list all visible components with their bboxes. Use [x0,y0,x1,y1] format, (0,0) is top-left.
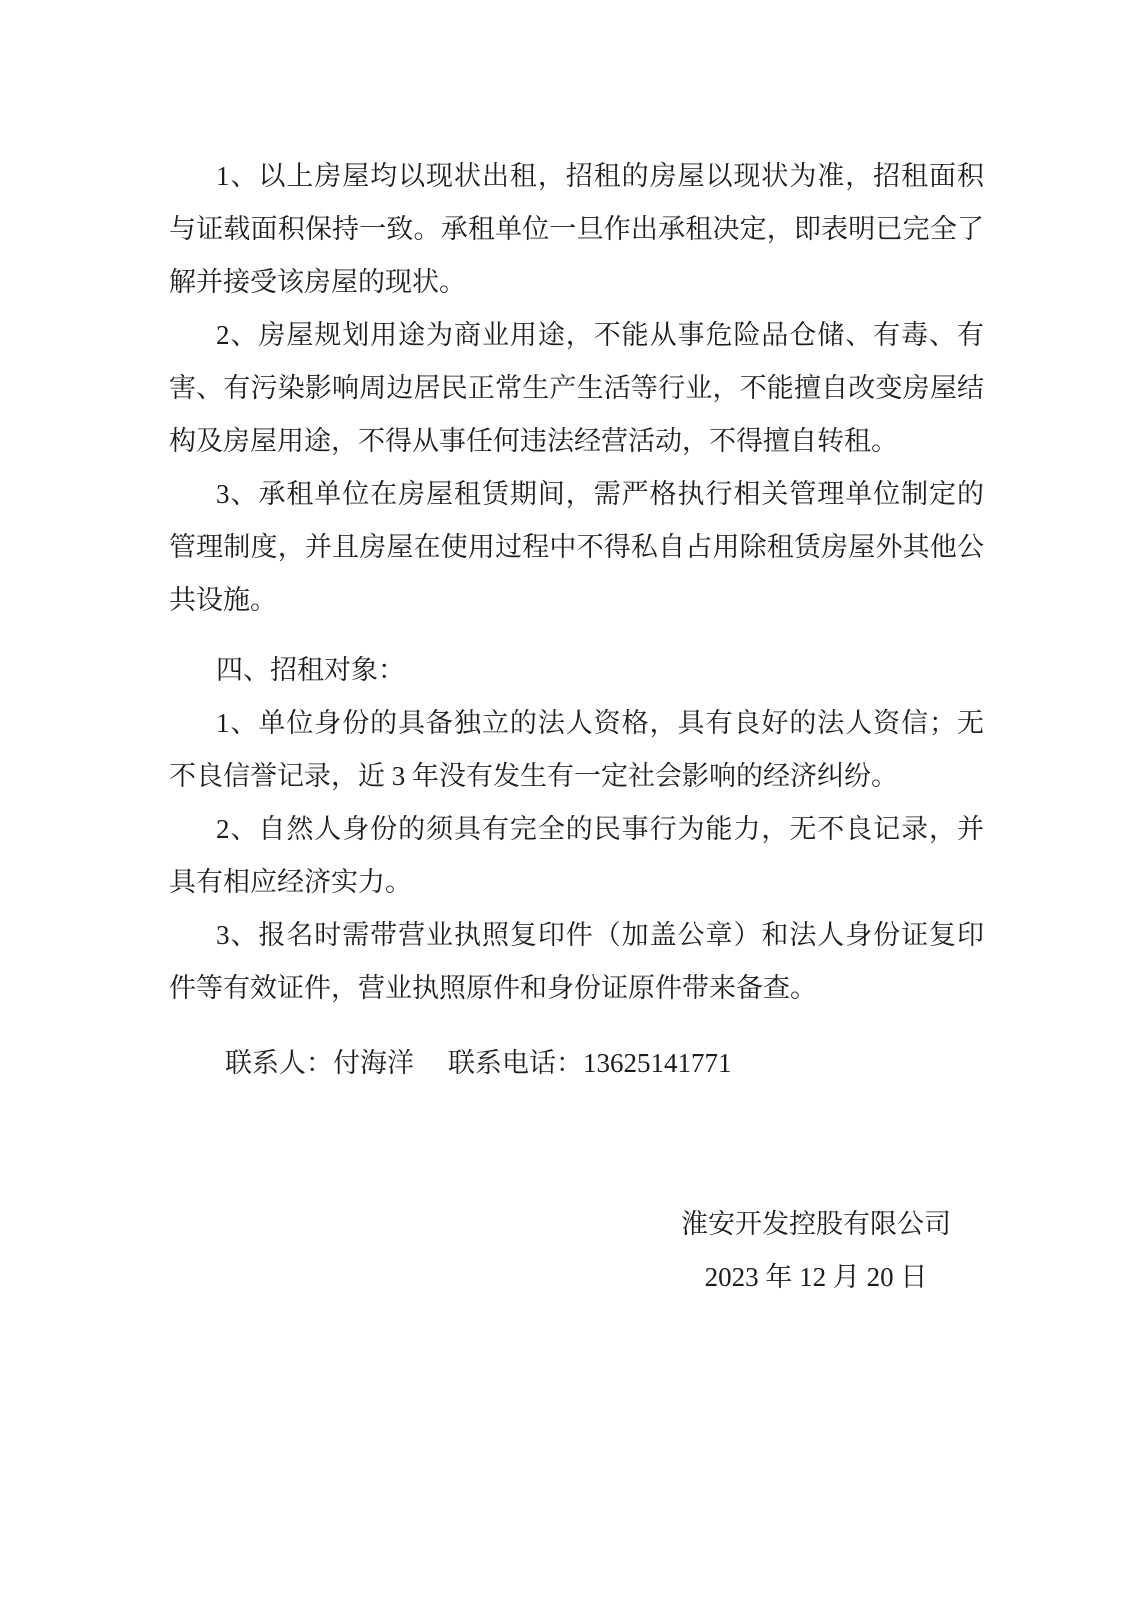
text-line: 害、有污染影响周边居民正常生产生活等行业，不能擅自改变房屋结 [169,373,984,403]
text-line: 构及房屋用途，不得从事任何违法经营活动，不得擅自转租。 [169,426,898,456]
signature-block [169,1198,984,1304]
document-body [169,150,984,1304]
paragraph-clause-3 [169,468,984,627]
paragraph-clause-1 [169,150,984,309]
contact-person-label: 联系人： [225,1048,333,1078]
section-heading: 四、招租对象： [216,655,405,685]
text-line: 管理制度，并且房屋在使用过程中不得私自占用除租赁房屋外其他公 [169,532,984,562]
text-line: 2、房屋规划用途为商业用途，不能从事危险品仓储、有毒、有 [216,320,984,350]
text-line: 件等有效证件，营业执照原件和身份证原件带来备查。 [169,973,817,1003]
paragraph-criteria-1 [169,697,984,803]
contact-phone-number: 13625141771 [583,1048,732,1078]
contact-line [169,1037,984,1090]
signature-company: 淮安开发控股有限公司 [681,1209,951,1239]
text-line: 1、单位身份的具备独立的法人资格，具有良好的法人资信；无 [216,708,984,738]
paragraph-clause-2 [169,309,984,468]
text-line: 不良信誉记录，近 3 年没有发生有一定社会影响的经济纠纷。 [169,761,898,791]
text-line: 与证载面积保持一致。承租单位一旦作出承租决定，即表明已完全了 [169,214,984,244]
text-line: 共设施。 [169,585,277,615]
signature-inner [681,1198,951,1304]
contact-phone-label: 联系电话： [448,1048,583,1078]
text-line: 3、承租单位在房屋租赁期间，需严格执行相关管理单位制定的 [216,479,984,509]
text-line: 1、以上房屋均以现状出租，招租的房屋以现状为准，招租面积 [216,161,984,191]
paragraph-criteria-2 [169,803,984,909]
contact-person-name: 付海洋 [333,1048,414,1078]
text-line: 解并接受该房屋的现状。 [169,267,466,297]
signature-date: 2023 年 12 月 20 日 [704,1262,928,1292]
text-line: 2、自然人身份的须具有完全的民事行为能力，无不良记录，并 [216,814,984,844]
paragraph-criteria-3 [169,909,984,1015]
text-line: 具有相应经济实力。 [169,867,412,897]
text-line: 3、报名时需带营业执照复印件（加盖公章）和法人身份证复印 [216,920,984,950]
